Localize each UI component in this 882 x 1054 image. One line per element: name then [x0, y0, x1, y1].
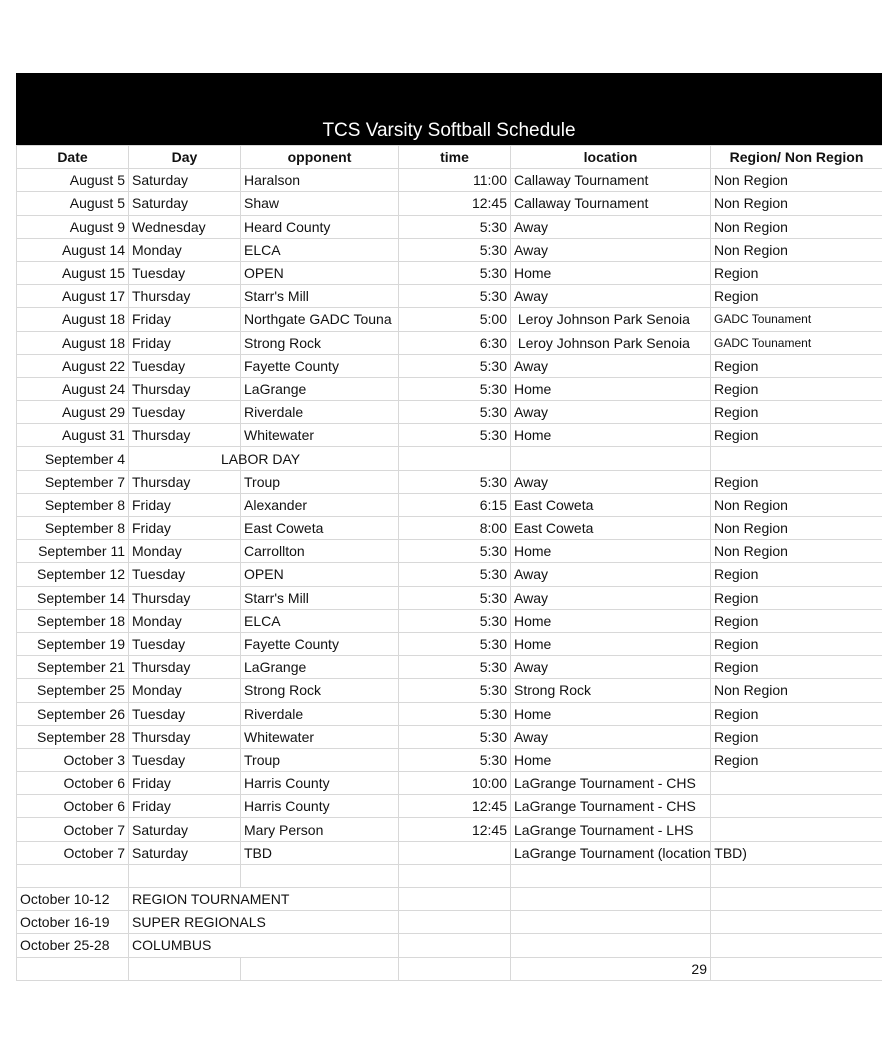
game-day: Tuesday [129, 563, 241, 586]
game-time: 6:30 [399, 331, 511, 354]
header-date: Date [17, 146, 129, 169]
game-location: Away [511, 563, 711, 586]
game-row [17, 238, 882, 261]
game-region: Region [711, 285, 882, 308]
header-region: Region/ Non Region [711, 146, 882, 169]
game-date: August 15 [17, 261, 129, 284]
game-row [17, 424, 882, 447]
game-opponent: OPEN [241, 261, 399, 284]
game-opponent: Heard County [241, 215, 399, 238]
game-location: Leroy Johnson Park Senoia [511, 331, 711, 354]
game-opponent: Harris County [241, 795, 399, 818]
game-opponent: TBD [241, 841, 399, 864]
game-time: 5:30 [399, 702, 511, 725]
schedule-sheet [16, 73, 882, 981]
game-location: Away [511, 354, 711, 377]
game-region: Region [711, 261, 882, 284]
game-time: 5:00 [399, 308, 511, 331]
game-opponent: Riverdale [241, 702, 399, 725]
game-day: Saturday [129, 841, 241, 864]
game-region [711, 795, 882, 818]
game-day: Tuesday [129, 632, 241, 655]
game-row [17, 470, 882, 493]
header-location: location [511, 146, 711, 169]
game-row [17, 540, 882, 563]
game-day: Wednesday [129, 215, 241, 238]
empty-cell [129, 864, 241, 887]
schedule-table [16, 145, 882, 981]
game-opponent: Haralson [241, 169, 399, 192]
game-location: Home [511, 609, 711, 632]
game-time: 5:30 [399, 725, 511, 748]
game-row [17, 331, 882, 354]
empty-cell [17, 864, 129, 887]
game-date: September 8 [17, 493, 129, 516]
game-date: August 5 [17, 192, 129, 215]
game-time: 5:30 [399, 261, 511, 284]
game-day: Thursday [129, 424, 241, 447]
game-date: September 26 [17, 702, 129, 725]
game-row [17, 586, 882, 609]
game-day: Saturday [129, 818, 241, 841]
game-region: Region [711, 748, 882, 771]
game-opponent: Starr's Mill [241, 285, 399, 308]
game-row [17, 261, 882, 284]
game-opponent: Starr's Mill [241, 586, 399, 609]
game-region: Region [711, 377, 882, 400]
empty-cell [711, 911, 882, 934]
game-time [399, 841, 511, 864]
game-row [17, 609, 882, 632]
game-day: Thursday [129, 470, 241, 493]
game-time: 6:15 [399, 493, 511, 516]
game-day: Thursday [129, 725, 241, 748]
game-date: October 6 [17, 772, 129, 795]
game-region: Non Region [711, 238, 882, 261]
game-time: 12:45 [399, 818, 511, 841]
game-location: East Coweta [511, 517, 711, 540]
empty-cell [511, 911, 711, 934]
game-time: 5:30 [399, 586, 511, 609]
game-row [17, 772, 882, 795]
game-opponent: LABOR DAY [221, 447, 379, 470]
game-opponent: Whitewater [241, 725, 399, 748]
game-row [17, 493, 882, 516]
game-location: Away [511, 238, 711, 261]
game-date: September 8 [17, 517, 129, 540]
empty-cell [399, 957, 511, 980]
game-date: September 21 [17, 656, 129, 679]
empty-cell [399, 911, 511, 934]
game-region: Non Region [711, 493, 882, 516]
game-row [17, 192, 882, 215]
postseason-row [17, 911, 882, 934]
game-date: September 4 [17, 447, 129, 470]
game-day: Tuesday [129, 354, 241, 377]
empty-cell [511, 888, 711, 911]
game-date: August 5 [17, 169, 129, 192]
postseason-event: REGION TOURNAMENT [129, 888, 399, 911]
game-row [17, 818, 882, 841]
game-day: Thursday [129, 586, 241, 609]
header-opponent: opponent [241, 146, 399, 169]
game-date: August 14 [17, 238, 129, 261]
game-row [17, 215, 882, 238]
game-row [17, 563, 882, 586]
game-location: Home [511, 632, 711, 655]
game-row [17, 308, 882, 331]
postseason-date: October 10-12 [17, 888, 129, 911]
empty-cell [129, 957, 241, 980]
game-location: Home [511, 702, 711, 725]
game-row [17, 401, 882, 424]
total-row [17, 957, 882, 980]
game-opponent: Northgate GADC Touna [241, 308, 399, 331]
game-time: 11:00 [399, 169, 511, 192]
game-time: 5:30 [399, 563, 511, 586]
empty-cell [241, 864, 399, 887]
game-date: September 19 [17, 632, 129, 655]
game-date: October 6 [17, 795, 129, 818]
game-time: 12:45 [399, 795, 511, 818]
game-opponent: ELCA [241, 238, 399, 261]
game-row [17, 656, 882, 679]
game-row [17, 377, 882, 400]
schedule-title: TCS Varsity Softball Schedule [322, 120, 576, 141]
empty-cell [511, 934, 711, 957]
game-day: Friday [129, 308, 241, 331]
game-day: Thursday [129, 285, 241, 308]
game-location: Away [511, 401, 711, 424]
game-day: Saturday [129, 192, 241, 215]
game-day: Thursday [129, 377, 241, 400]
game-location: LaGrange Tournament - CHS [511, 795, 711, 818]
game-time: 5:30 [399, 401, 511, 424]
game-row [17, 841, 882, 864]
game-date: August 17 [17, 285, 129, 308]
game-opponent: OPEN [241, 563, 399, 586]
game-day: Tuesday [129, 748, 241, 771]
game-row [17, 447, 882, 470]
postseason-date: October 25-28 [17, 934, 129, 957]
game-region: Region [711, 586, 882, 609]
game-location: Away [511, 586, 711, 609]
game-location: LaGrange Tournament (location TBD) [511, 841, 711, 864]
game-opponent: LaGrange [241, 656, 399, 679]
game-day: Monday [129, 609, 241, 632]
game-time: 5:30 [399, 424, 511, 447]
game-location: Home [511, 540, 711, 563]
game-location: Away [511, 215, 711, 238]
game-row [17, 679, 882, 702]
game-region: Non Region [711, 679, 882, 702]
game-time: 8:00 [399, 517, 511, 540]
game-location: Away [511, 285, 711, 308]
game-location: LaGrange Tournament - CHS [511, 772, 711, 795]
game-row [17, 632, 882, 655]
game-row [17, 169, 882, 192]
game-location: Home [511, 424, 711, 447]
game-opponent: Whitewater [241, 424, 399, 447]
game-time: 12:45 [399, 192, 511, 215]
game-time: 5:30 [399, 377, 511, 400]
game-time: 5:30 [399, 609, 511, 632]
game-opponent: Mary Person [241, 818, 399, 841]
game-date: August 29 [17, 401, 129, 424]
game-location: Home [511, 748, 711, 771]
empty-cell [399, 934, 511, 957]
game-location: Strong Rock [511, 679, 711, 702]
game-row [17, 285, 882, 308]
game-date: September 7 [17, 470, 129, 493]
game-region: Non Region [711, 540, 882, 563]
game-opponent: Strong Rock [241, 331, 399, 354]
game-time: 5:30 [399, 540, 511, 563]
empty-cell [399, 888, 511, 911]
game-day: Monday [129, 540, 241, 563]
game-region [711, 447, 882, 470]
game-location: Callaway Tournament [511, 169, 711, 192]
postseason-row [17, 934, 882, 957]
game-region [711, 818, 882, 841]
game-row [17, 702, 882, 725]
header-day: Day [129, 146, 241, 169]
game-time: 5:30 [399, 470, 511, 493]
game-date: September 18 [17, 609, 129, 632]
header-row [17, 146, 882, 169]
game-location: Leroy Johnson Park Senoia [511, 308, 711, 331]
game-date: September 12 [17, 563, 129, 586]
game-region: Region [711, 401, 882, 424]
postseason-date: October 16-19 [17, 911, 129, 934]
game-row [17, 354, 882, 377]
postseason-event: SUPER REGIONALS [129, 911, 399, 934]
game-region: Region [711, 632, 882, 655]
game-date: August 18 [17, 331, 129, 354]
game-opponent: Alexander [241, 493, 399, 516]
game-location: Away [511, 656, 711, 679]
game-opponent: Troup [241, 470, 399, 493]
game-day: Tuesday [129, 401, 241, 424]
game-opponent: Harris County [241, 772, 399, 795]
game-region [711, 772, 882, 795]
game-row [17, 795, 882, 818]
game-date: September 28 [17, 725, 129, 748]
game-time: 5:30 [399, 632, 511, 655]
game-region: GADC Tounament [711, 331, 882, 354]
game-opponent: ELCA [241, 609, 399, 632]
game-time: 5:30 [399, 285, 511, 308]
empty-cell [511, 864, 711, 887]
game-opponent: Carrollton [241, 540, 399, 563]
game-day: Friday [129, 517, 241, 540]
game-region: Region [711, 656, 882, 679]
game-opponent: East Coweta [241, 517, 399, 540]
game-day: Monday [129, 238, 241, 261]
game-day: Monday [129, 679, 241, 702]
game-opponent: LaGrange [241, 377, 399, 400]
game-date: August 22 [17, 354, 129, 377]
game-date: September 11 [17, 540, 129, 563]
game-time: 5:30 [399, 748, 511, 771]
game-region: Region [711, 609, 882, 632]
game-time: 5:30 [399, 238, 511, 261]
game-location: Away [511, 725, 711, 748]
game-location [511, 447, 711, 470]
header-time: time [399, 146, 511, 169]
game-location: Callaway Tournament [511, 192, 711, 215]
game-day: Friday [129, 772, 241, 795]
game-time: 10:00 [399, 772, 511, 795]
game-date: October 7 [17, 818, 129, 841]
empty-cell [399, 864, 511, 887]
game-opponent: Troup [241, 748, 399, 771]
game-opponent: Shaw [241, 192, 399, 215]
game-date: September 14 [17, 586, 129, 609]
game-time: 5:30 [399, 679, 511, 702]
game-row [17, 748, 882, 771]
game-time [399, 447, 511, 470]
game-region: Region [711, 702, 882, 725]
empty-cell [711, 957, 882, 980]
game-location: Away [511, 470, 711, 493]
game-location: East Coweta [511, 493, 711, 516]
spacer-row [17, 864, 882, 887]
game-region: Non Region [711, 215, 882, 238]
game-date: October 7 [17, 841, 129, 864]
empty-cell [711, 864, 882, 887]
game-row [17, 725, 882, 748]
title-banner [16, 73, 882, 145]
empty-cell [711, 888, 882, 911]
game-region: Region [711, 563, 882, 586]
game-date: October 3 [17, 748, 129, 771]
game-time: 5:30 [399, 656, 511, 679]
total-games-count: 29 [511, 957, 711, 980]
game-region: Region [711, 354, 882, 377]
empty-cell [17, 957, 129, 980]
game-location: Home [511, 261, 711, 284]
game-opponent: Fayette County [241, 354, 399, 377]
game-date: August 31 [17, 424, 129, 447]
empty-cell [241, 957, 399, 980]
game-region: Region [711, 424, 882, 447]
game-date: August 9 [17, 215, 129, 238]
game-date: September 25 [17, 679, 129, 702]
game-region: Region [711, 725, 882, 748]
game-date: August 24 [17, 377, 129, 400]
game-region: Non Region [711, 517, 882, 540]
game-day: Thursday [129, 656, 241, 679]
game-time: 5:30 [399, 215, 511, 238]
game-opponent: Strong Rock [241, 679, 399, 702]
game-time: 5:30 [399, 354, 511, 377]
game-opponent: Riverdale [241, 401, 399, 424]
game-region: Non Region [711, 192, 882, 215]
game-region: Non Region [711, 169, 882, 192]
postseason-event: COLUMBUS [129, 934, 399, 957]
game-region: Region [711, 470, 882, 493]
game-day: Saturday [129, 169, 241, 192]
game-row [17, 517, 882, 540]
game-location: LaGrange Tournament - LHS [511, 818, 711, 841]
game-day: Friday [129, 493, 241, 516]
game-region: GADC Tounament [711, 308, 882, 331]
game-date: August 18 [17, 308, 129, 331]
game-opponent: Fayette County [241, 632, 399, 655]
game-location: Home [511, 377, 711, 400]
game-day: Friday [129, 331, 241, 354]
game-day: Tuesday [129, 702, 241, 725]
postseason-row [17, 888, 882, 911]
game-day: Tuesday [129, 261, 241, 284]
empty-cell [711, 934, 882, 957]
game-day: Friday [129, 795, 241, 818]
